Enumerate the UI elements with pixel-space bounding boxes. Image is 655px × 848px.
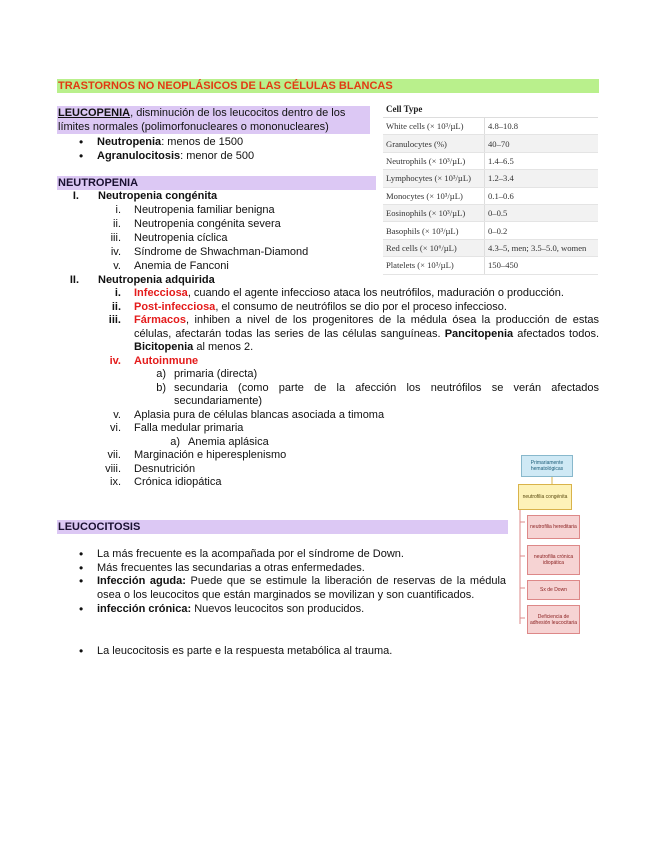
list-item: • infección crónica: Nuevos leucocitos son producidos.: [77, 603, 506, 617]
list-item: iv. Síndrome de Shwachman-Diamond: [110, 246, 309, 258]
flowchart-leaf: Deficiencia de adhesión leucocitaria: [527, 605, 580, 634]
list-item: vii. Marginación e hiperesplenismo: [107, 449, 287, 461]
list-item: v. Anemia de Fanconi: [113, 260, 229, 272]
neutropenia-adquirida: II. Neutropenia adquirida i. Infecciosa, cuando el agente infeccioso ataca los neutrófilos, maduración o producción. ii. Post-infecciosa, el consumo de neutrófilos se dio por el proceso infeccioso. iii. Fármacos, inhiben a nivel de los progenitores de la médula ósea la producción de estas células, afectarán todas las series de las células sanguíneas. Pancitopenia afectados todos. Bicitopenia al menos 2. iv. Autoinmune a) primaria (directa) b) secundaria (como parte de la afección los neutrófilos se verán afectados secundariamente) v. Aplasia pura de células blancas asociada a timoma vi. Falla medular primaria a) Anemia aplásica vii. Marginación e hiperesplenismo viii. Desnutrición ix. Crónica idiopática: [57, 274, 599, 490]
list-item: • La leucocitosis es parte e la respuesta metabólica al trauma.: [77, 645, 506, 659]
list-item: ii. Post-infecciosa, el consumo de neutrófilos se dio por el proceso infeccioso.: [111, 300, 507, 313]
neutropenia-heading: NEUTROPENIA: [57, 176, 376, 190]
table-row: Monocytes (× 10³/µL) 0.1–0.6: [383, 187, 598, 204]
leucopenia-definition: LEUCOPENIA, disminución de los leucocitos dentro de los límites normales (polimorfonucleares o mononucleares): [58, 107, 346, 133]
table-row: Basophils (× 10³/µL) 0–0.2: [383, 222, 598, 239]
list-item: ix. Crónica idiopática: [110, 476, 222, 488]
leucopenia-list: [77, 136, 377, 163]
list-item: • Agranulocitosis: menor de 500: [77, 150, 377, 164]
table-row: Platelets (× 10³/µL) 150–450: [383, 257, 598, 274]
table-row: Red cells (× 10⁶/µL) 4.3–5, men; 3.5–5.0, women: [383, 239, 598, 256]
list-item: iv. Autoinmune: [109, 354, 199, 367]
list-item: b) secundaria (como parte de la afección los neutrófilos se verán afectados secundariamente): [156, 381, 599, 407]
table-row: Granulocytes (%) 40–70: [383, 135, 598, 152]
flowchart-leaf: neutrofilia hereditaria: [527, 515, 580, 539]
flowchart-middle: neutrofilia congénita: [518, 484, 572, 510]
cell-type-table: [383, 100, 598, 275]
leucocitosis-list-extra: [77, 645, 506, 659]
list-item: ii. Neutropenia congénita severa: [113, 218, 281, 230]
table-row: Neutrophils (× 10³/µL) 1.4–6.5: [383, 152, 598, 169]
list-item: i. Neutropenia familiar benigna: [115, 204, 275, 216]
flowchart-leaf: Sx de Down: [527, 580, 580, 600]
table-row: White cells (× 10³/µL) 4.8–10.8: [383, 118, 598, 135]
list-item: a) primaria (directa): [156, 368, 258, 380]
table-header: Cell Type: [383, 100, 598, 118]
leucocitosis-list: [77, 548, 506, 617]
leucopenia-term: LEUCOPENIA: [58, 107, 131, 119]
table-row: Lymphocytes (× 10³/µL) 1.2–3.4: [383, 170, 598, 187]
list-item: iii. Fármacos, inhiben a nivel de los progenitores de la médula ósea la producción de estas células, afectarán todas las series de las células sanguíneas. Pancitopenia afectados todos. Bicitopenia al menos 2.: [108, 314, 600, 353]
list-item: • Infección aguda: Puede que se estimule la liberación de reservas de la médula osea o los leucocitos que están marginados se movilizan y son cuantificados.: [77, 575, 506, 602]
list-item: • Más frecuentes las secundarias a otras enfermedades.: [77, 562, 506, 576]
leucocitosis-heading: LEUCOCITOSIS: [57, 520, 508, 534]
list-item: • La más frecuente es la acompañada por el síndrome de Down.: [77, 548, 506, 562]
list-item: i. Infecciosa, cuando el agente infeccioso ataca los neutrófilos, maduración o producción.: [114, 287, 564, 299]
list-item: • Neutropenia: menos de 1500: [77, 136, 377, 150]
neutropenia-congenita: I. Neutropenia congénita i. Neutropenia familiar benigna ii. Neutropenia congénita severa iii. Neutropenia cíclica iv. Síndrome de Shwachman-Diamond v. Anemia de Fanconi: [57, 190, 377, 274]
list-item: iii. Neutropenia cíclica: [110, 232, 228, 244]
list-item: a) Anemia aplásica: [170, 435, 269, 448]
document-title: TRASTORNOS NO NEOPLÁSICOS DE LAS CÉLULAS BLANCAS: [57, 79, 599, 93]
list-item: v. Aplasia pura de células blancas asociada a timoma: [113, 408, 385, 421]
flowchart-root: Primariamente hematológicas: [521, 455, 573, 477]
list-item: viii. Desnutrición: [105, 462, 196, 475]
table-row: Eosinophils (× 10³/µL) 0–0.5: [383, 204, 598, 221]
list-item: vi. Falla medular primaria: [110, 422, 244, 434]
flowchart-leaf: neutrofilia crónica idiopática: [527, 545, 580, 575]
